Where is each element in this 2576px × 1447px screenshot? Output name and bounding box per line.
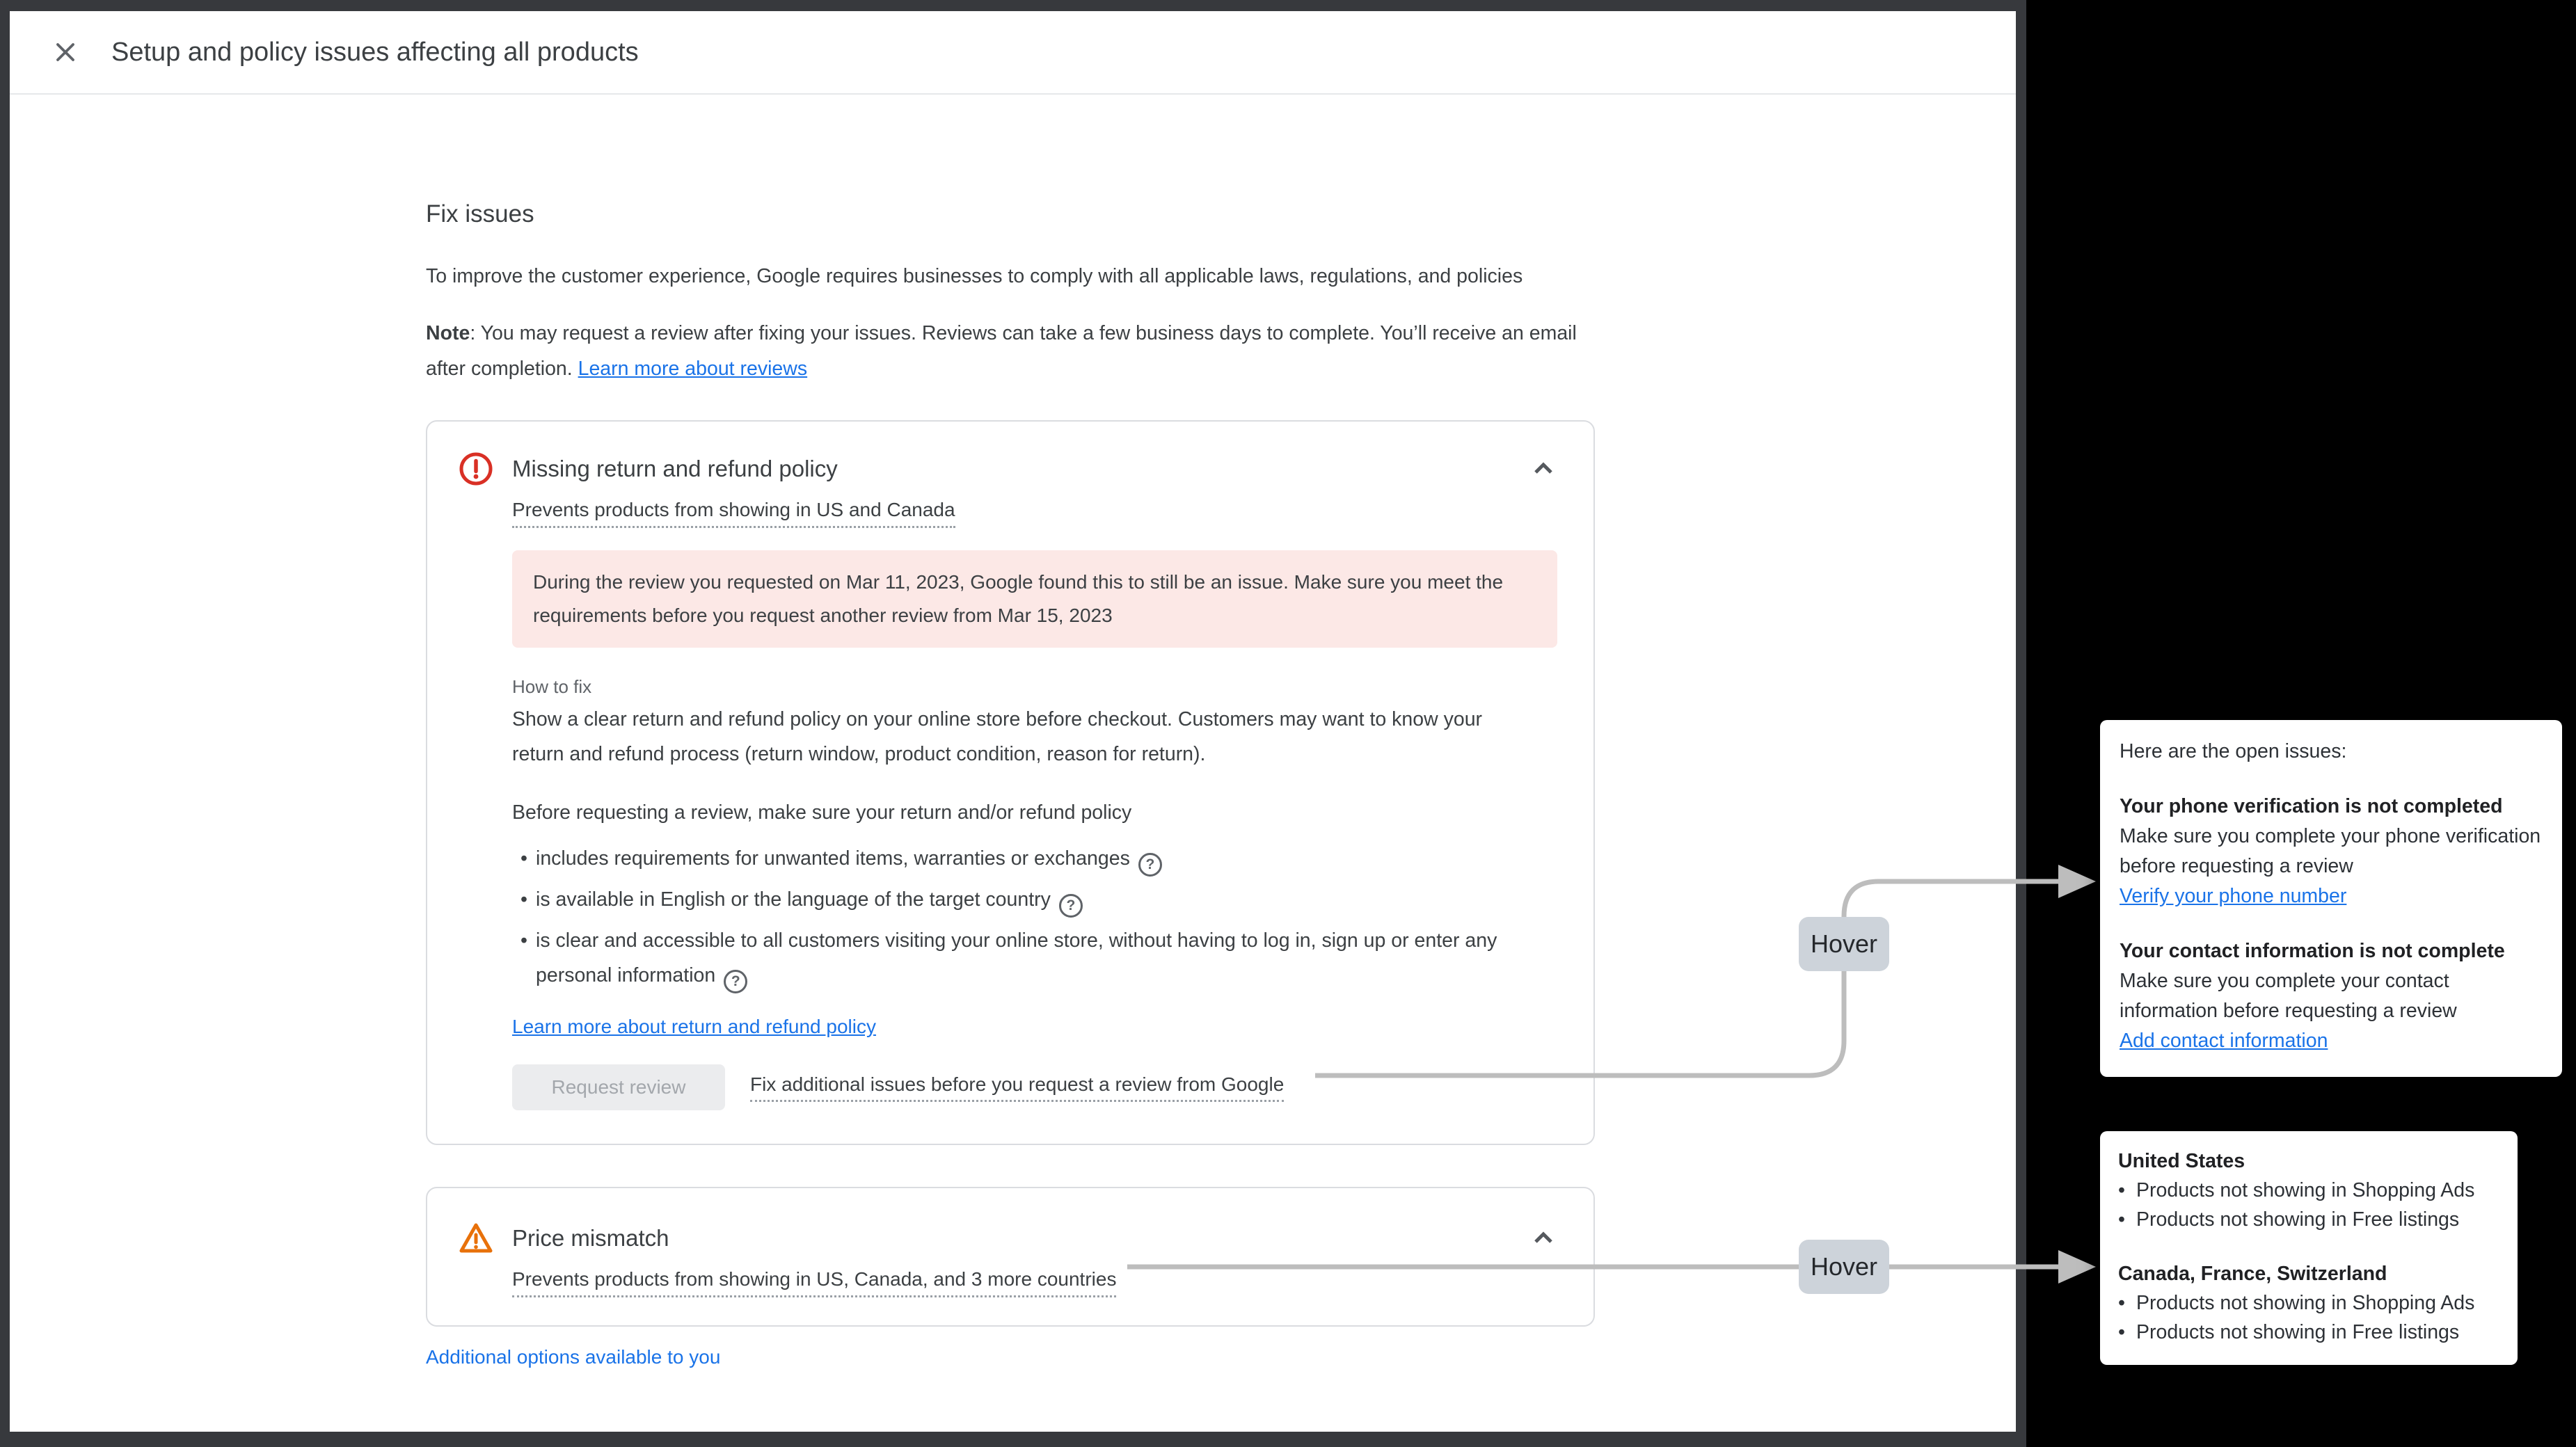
bullet: •	[2118, 1208, 2125, 1231]
tooltip-section-us	[2118, 1146, 2499, 1234]
open-issues-tooltip	[2100, 720, 2562, 1077]
tooltip-section-heading: United States	[2118, 1150, 2245, 1172]
tooltip-list-item: • Products not showing in Free listings	[2118, 1205, 2499, 1234]
dialog-content	[10, 199, 1603, 1368]
bullet: •	[520, 929, 527, 952]
tooltip-section-contact	[2120, 936, 2543, 1056]
close-button[interactable]	[50, 37, 81, 67]
tooltip-intro: Here are the open issues:	[2120, 740, 2347, 762]
issue-card-missing-return-policy	[426, 420, 1595, 1145]
bullet: •	[2118, 1292, 2125, 1314]
intro-text: To improve the customer experience, Google requires businesses to comply with all applicable laws, regulations, and policies	[426, 265, 1523, 287]
bullet: •	[520, 847, 527, 870]
tooltip-section-body: Make sure you complete your contact information before requesting a review	[2120, 970, 2457, 1022]
bullet: •	[2118, 1321, 2125, 1343]
issue-card-body	[512, 488, 1557, 1110]
warning-icon	[458, 1220, 494, 1256]
tooltip-list-item: • Products not showing in Shopping Ads	[2118, 1288, 2499, 1318]
issue-card-footer	[512, 1064, 1557, 1110]
review-status-notice: During the review you requested on Mar 11, 2023, Google found this to still be an issue. Make sure you meet the requirements before you request another review from Mar 15, 2023	[512, 550, 1557, 648]
error-icon	[458, 451, 494, 487]
learn-more-return-policy-link[interactable]: Learn more about return and refund policy	[512, 1016, 876, 1037]
chevron-up-icon	[1530, 456, 1557, 482]
fix-issues-heading: Fix issues	[426, 200, 534, 227]
checklist-intro: Before requesting a review, make sure your return and/or refund policy	[512, 801, 1132, 824]
request-review-hint-tooltip-trigger[interactable]: Fix additional issues before you request a review from Google	[750, 1073, 1284, 1102]
tooltip-section-phone	[2120, 792, 2543, 911]
add-contact-info-link[interactable]: Add contact information	[2120, 1030, 2328, 1052]
setup-policy-dialog	[10, 11, 2016, 1432]
dialog-titlebar	[10, 11, 2016, 95]
checklist-item	[512, 841, 1557, 877]
additional-options-link[interactable]: Additional options available to you	[426, 1346, 721, 1368]
bullet: •	[2118, 1179, 2125, 1201]
close-icon	[53, 40, 78, 65]
learn-more-reviews-link[interactable]: Learn more about reviews	[578, 358, 808, 380]
checklist-item	[512, 882, 1557, 918]
hover-label-2: Hover	[1799, 1240, 1889, 1294]
tooltip-list-item: • Products not showing in Shopping Ads	[2118, 1176, 2499, 1205]
tooltip-list-item: • Products not showing in Free listings	[2118, 1318, 2499, 1347]
request-review-button[interactable]: Request review	[512, 1064, 725, 1110]
issue-subtitle-tooltip-trigger[interactable]: Prevents products from showing in US, Canada, and 3 more countries	[512, 1266, 1116, 1297]
checklist-item-text: is available in English or the language of the target country ?	[536, 882, 1083, 918]
chevron-up-icon	[1530, 1225, 1557, 1252]
countries-tooltip	[2100, 1131, 2518, 1365]
issue-card-body	[512, 1258, 1557, 1297]
issue-title: Price mismatch	[512, 1225, 669, 1251]
checklist	[512, 841, 1557, 993]
tooltip-section-body: Make sure you complete your phone verification before requesting a review	[2120, 825, 2541, 877]
arrowhead-icon	[2058, 865, 2096, 898]
issue-card-price-mismatch	[426, 1187, 1595, 1327]
checklist-item-text: includes requirements for unwanted items, warranties or exchanges ?	[536, 841, 1162, 877]
tooltip-section-heading: Canada, France, Switzerland	[2118, 1263, 2387, 1285]
collapse-button[interactable]	[1529, 1224, 1557, 1252]
issue-card-header	[458, 1219, 1557, 1258]
hover-label-1: Hover	[1799, 917, 1889, 971]
issue-subtitle-tooltip-trigger[interactable]: Prevents products from showing in US and Canada	[512, 497, 955, 528]
issue-title: Missing return and refund policy	[512, 456, 838, 481]
how-to-fix-label: How to fix	[512, 676, 592, 697]
arrowhead-icon	[2058, 1250, 2096, 1284]
how-to-fix-text: Show a clear return and refund policy on your online store before checkout. Customers may want to know your return and refund process (return window, product condition, reason for return).	[512, 708, 1483, 765]
checklist-item-text: is clear and accessible to all customers visiting your online store, without having to log in, sign up or enter any personal information ?	[536, 923, 1557, 993]
help-icon[interactable]: ?	[1138, 853, 1162, 877]
tooltip-section-heading: Your contact information is not complete	[2120, 940, 2505, 962]
dialog-title: Setup and policy issues affecting all products	[111, 37, 639, 67]
issue-card-header	[458, 449, 1557, 488]
checklist-item	[512, 923, 1557, 993]
help-icon[interactable]: ?	[1059, 894, 1083, 918]
tooltip-section-heading: Your phone verification is not completed	[2120, 795, 2503, 817]
verify-phone-link[interactable]: Verify your phone number	[2120, 885, 2347, 907]
bullet: •	[520, 888, 527, 911]
note-body: : You may request a review after fixing your issues. Reviews can take a few business days to complete. You’ll receive an email after completion.	[426, 322, 1577, 380]
collapse-button[interactable]	[1529, 455, 1557, 483]
note-label: Note	[426, 322, 470, 344]
tooltip-section-canada-france-switzerland	[2118, 1259, 2499, 1347]
note-text	[426, 316, 1609, 387]
help-icon[interactable]: ?	[724, 970, 747, 993]
